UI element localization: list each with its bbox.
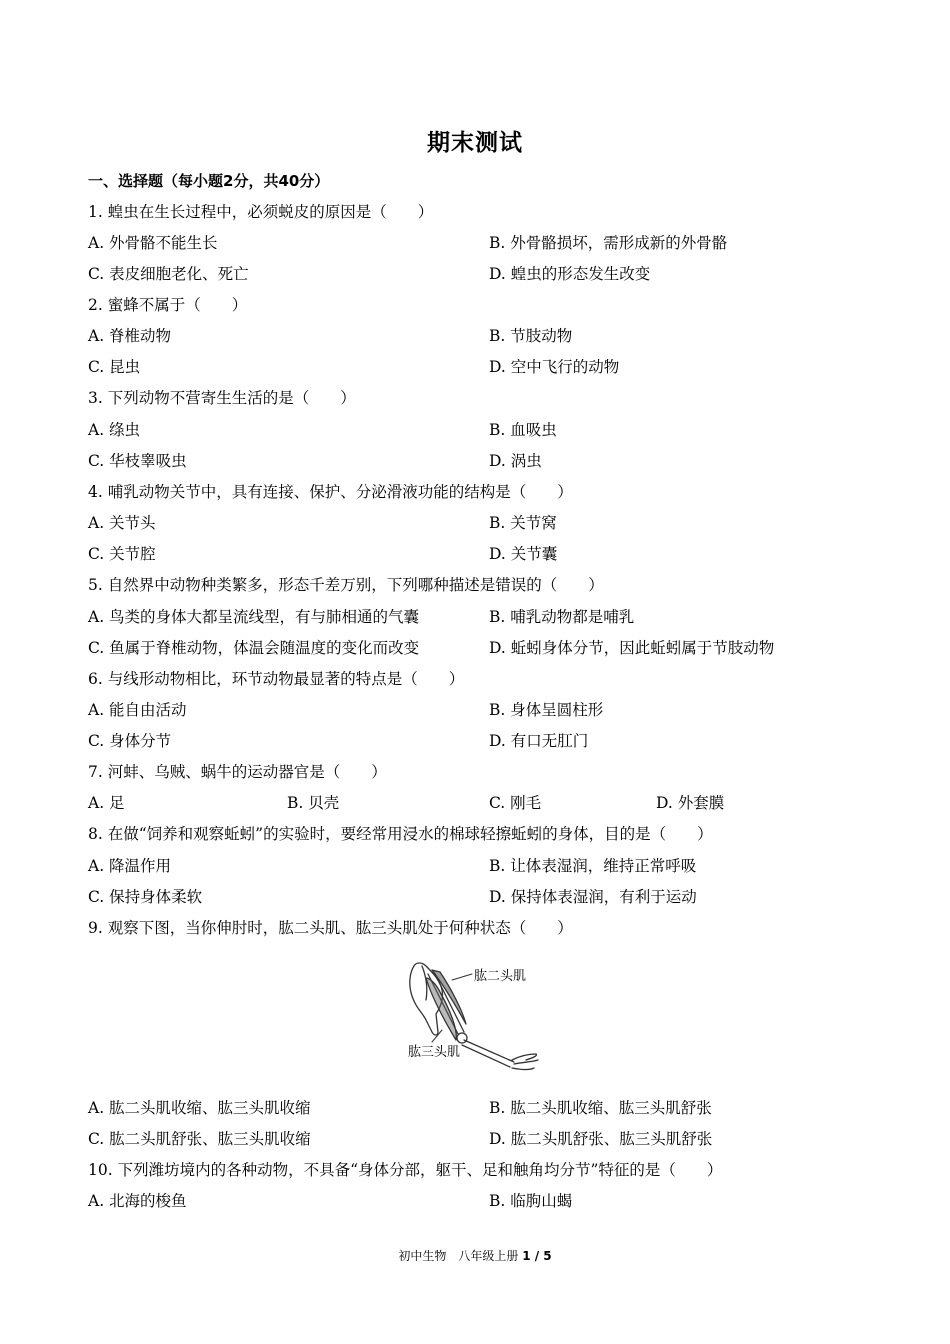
option-b: B. 外骨骼损坏，需形成新的外骨骼: [489, 234, 728, 252]
option-d: D. 有口无肛门: [489, 732, 589, 750]
page-footer: [0, 1247, 950, 1264]
question-stem: 7. 河蚌、乌贼、蜗牛的运动器官是（ ）: [88, 763, 387, 781]
option-b: B. 哺乳动物都是哺乳: [489, 608, 635, 626]
option-b: B. 让体表湿润，维持正常呼吸: [489, 857, 697, 875]
option-a: A. 鸟类的身体大都呈流线型，有与肺相通的气囊: [88, 608, 420, 626]
page-number: 1 / 5: [522, 1249, 552, 1263]
option-d: D. 蝗虫的形态发生改变: [489, 265, 651, 283]
option-a: A. 足: [88, 794, 125, 812]
arm-muscle-figure: [392, 950, 562, 1085]
option-a: A. 外骨骼不能生长: [88, 234, 218, 252]
option-c: C. 鱼属于脊椎动物，体温会随温度的变化而改变: [88, 639, 420, 657]
option-c: C. 肱二头肌舒张、肱三头肌收缩: [88, 1130, 311, 1148]
option-b: B. 贝壳: [287, 794, 340, 812]
triceps-label: 肱三头肌: [408, 1045, 461, 1060]
option-b: B. 临朐山蝎: [489, 1192, 573, 1210]
option-d: D. 保持体表湿润，有利于运动: [489, 888, 697, 906]
option-c: C. 昆虫: [88, 358, 141, 376]
option-a: A. 能自由活动: [88, 701, 187, 719]
option-b: B. 关节窝: [489, 514, 557, 532]
option-a: A. 绦虫: [88, 421, 141, 439]
question-stem: 10. 下列潍坊境内的各种动物，不具备“身体分部，躯干、足和触角均分节”特征的是（ ）: [88, 1161, 723, 1179]
option-c: C. 保持身体柔软: [88, 888, 203, 906]
option-d: D. 外套膜: [656, 794, 725, 812]
option-d: D. 空中飞行的动物: [489, 358, 620, 376]
question-stem: 2. 蜜蜂不属于（ ）: [88, 296, 248, 314]
question-stem: 4. 哺乳动物关节中，具有连接、保护、分泌滑液功能的结构是（ ）: [88, 483, 573, 501]
footer-text: 初中生物 八年级上册: [398, 1249, 523, 1263]
option-d: D. 蚯蚓身体分节，因此蚯蚓属于节肢动物: [489, 639, 775, 657]
section-heading: 一、选择题（每小题2分，共40分）: [88, 172, 330, 190]
option-d: D. 关节囊: [489, 545, 558, 563]
option-a: A. 肱二头肌收缩、肱三头肌收缩: [88, 1099, 311, 1117]
biceps-label: 肱二头肌: [474, 969, 527, 984]
page-title: 期末测试: [427, 130, 523, 156]
option-c: C. 表皮细胞老化、死亡: [88, 265, 249, 283]
option-b: B. 血吸虫: [489, 421, 557, 439]
option-b: B. 节肢动物: [489, 327, 573, 345]
question-stem: 1. 蝗虫在生长过程中，必须蜕皮的原因是（ ）: [88, 203, 434, 221]
option-b: B. 肱二头肌收缩、肱三头肌舒张: [489, 1099, 712, 1117]
option-c: C. 华枝睾吸虫: [88, 452, 187, 470]
option-c: C. 身体分节: [88, 732, 172, 750]
question-stem: 8. 在做“饲养和观察蚯蚓”的实验时，要经常用浸水的棉球轻擦蚯蚓的身体，目的是（ ）: [88, 825, 713, 843]
option-c: C. 关节腔: [88, 545, 156, 563]
option-d: D. 涡虫: [489, 452, 542, 470]
arm-muscle-diagram: [392, 950, 562, 1085]
question-stem: 9. 观察下图，当你伸肘时，肱二头肌、肱三头肌处于何种状态（ ）: [88, 919, 573, 937]
option-a: A. 脊椎动物: [88, 327, 172, 345]
option-d: D. 肱二头肌舒张、肱三头肌舒张: [489, 1130, 713, 1148]
option-a: A. 降温作用: [88, 857, 172, 875]
option-a: A. 北海的梭鱼: [88, 1192, 187, 1210]
option-a: A. 关节头: [88, 514, 156, 532]
question-stem: 3. 下列动物不营寄生生活的是（ ）: [88, 389, 356, 407]
option-c: C. 刚毛: [489, 794, 542, 812]
option-b: B. 身体呈圆柱形: [489, 701, 604, 719]
question-stem: 5. 自然界中动物种类繁多，形态千差万别，下列哪种描述是错误的（ ）: [88, 576, 604, 594]
question-stem: 6. 与线形动物相比，环节动物最显著的特点是（ ）: [88, 670, 465, 688]
